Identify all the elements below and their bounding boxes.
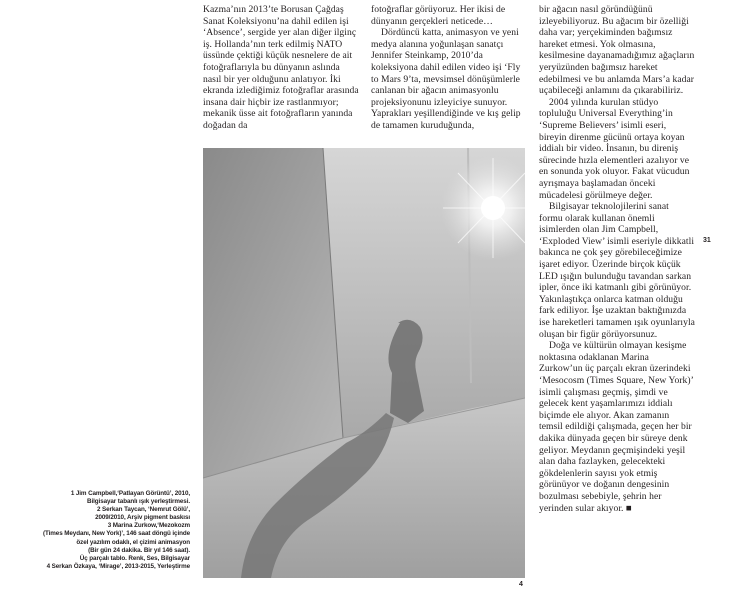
- caption-line: 3 Marina Zurkow,‘Mezokozm: [107, 522, 190, 530]
- text-column-3: [539, 4, 695, 514]
- text-column-1: [203, 4, 360, 132]
- caption-line: 2 Serkan Taycan, ‘Nemrut Gölü’,: [96, 506, 190, 514]
- paragraph: Dördüncü katta, animasyon ve yeni medya alanına yoğunlaşan sanatçı Jennifer Steinkamp, 2010’da koleksiyona dahil edilen video işi ‘Fly to Mars 9’ta, mevsimsel dönüşümlerle canlanan bir ağacın animasyonlu projeksiyonunu izleyiciye sunuyor. Yaprakları yeşillendiğinde ve kış gelip de tamamen kuruduğunda,: [371, 27, 521, 131]
- paragraph: Kazma’nın 2013’te Borusan Çağdaş Sanat Koleksiyonu’na dahil edilen işi ‘Absence’, sergide yer alan diğer ilginç iş. Hollanda’nın terk edilmiş NATO üssünde çektiği küçük nesnelere de ait fotoğraflarıyla bu dünyanın aslında nasıl bir yer olduğunu anlatıyor. İki ekranda izlediğimiz fotoğraflar arasında insana dair hiçbir ize rastlanmıyor; mekanik üsse ait fotoğrafların yanında doğadan da: [203, 4, 359, 131]
- paragraph: Doğa ve kültürün olmayan kesişme noktasına odaklanan Marina Zurkow’un üç parçalı ekran üzerindeki ‘Mesocosm (Times Square, New York)’ isimli çalışması geçmiş, şimdi ve gelecek kent yaşamlarımızı iddialı biçimde ele alıyor. Akan zamanın temsil edildiği çalışmada, geçen her bir dakika dünyada geçen bir süreye denk geliyor. Meydanın geçmişindeki yeşil alan daha fazlayken, gelecekteki gökdelenlerin sayısı yok etmiş görünüyor ve doğanın dengesinin bozulması sebebiyle, şehrin her yerinden sular akıyor. ■: [539, 340, 694, 514]
- caption-line: Üç parçalı tablo. Renk, Ses, Bilgisayar: [79, 554, 190, 562]
- caption-line: 4 Serkan Özkaya, ‘Mirage’, 2013-2015, Yerleştirme: [46, 562, 190, 570]
- caption-line: 2009/2010, Arşiv pigment baskısı: [95, 514, 190, 522]
- paragraph: bir ağacın nasıl göründüğünü izleyebiliyoruz. Bu ağacım bir özelliği daha var; yerçekiminden bağımsız hareket etmesi. Yok olmasına, kesilmesine dayanamadığımız ağaçların yeryüzünden bağımsız hareket edebilmesi ve bu anlamda Mars’a kadar uçabileceği anlamını da çıkarabiliriz.: [539, 4, 695, 97]
- paragraph: fotoğraflar görüyoruz. Her ikisi de dünyanın gerçekleri neticede…: [371, 4, 506, 27]
- gallery-photo: [203, 148, 525, 578]
- photo-captions: [28, 490, 190, 571]
- paragraph: Bilgisayar teknolojilerini sanat formu olarak kullanan önemli isimlerden olan Jim Campbell, ‘Exploded View’ isimli eseriyle dikkatli bakınca ne çok şey görebileceğimize işaret ediyor. Üzerinde birçok küçük LED ışığın bulunduğu tavandan sarkan ipler, önce iki katmanlı gibi görünüyor. Yakınlaştıkça onlarca katman olduğu fark ediliyor. İşe uzaktan baktığınızda ise hareketleri tamamen ışık oyunlarıyla oluşan bir figür görüyorsunuz.: [539, 201, 695, 340]
- caption-line: özel yazılım odaklı, el çizimi animasyon: [76, 538, 190, 546]
- caption-line: Bilgisayar tabanlı ışık yerleştirmesi.: [87, 498, 190, 506]
- caption-line: (Bir gün 24 dakika. Bir yıl 146 saat).: [88, 546, 190, 554]
- text-column-2: [371, 4, 525, 132]
- page-number-side: 31: [703, 237, 711, 244]
- page-number: 4: [519, 581, 523, 588]
- caption-line: 1 Jim Campbell,‘Patlayan Görüntü’, 2010,: [70, 490, 190, 497]
- paragraph: 2004 yılında kurulan stüdyo topluluğu Universal Everything’in ‘Supreme Believers’ isimli eseri, bireyin direnme gücünü ortaya koyan iddialı bir video. İnsanın, bu direniş sürecinde hızla elementleri azalıyor ve en sonunda yok oluyor. Fakat vücudun ayrışmaya başlamadan önceki mücadelesi görülmeye değer.: [539, 96, 690, 201]
- caption-line: (Times Meydanı, New York)’, 146 saat döngü içinde: [43, 530, 190, 538]
